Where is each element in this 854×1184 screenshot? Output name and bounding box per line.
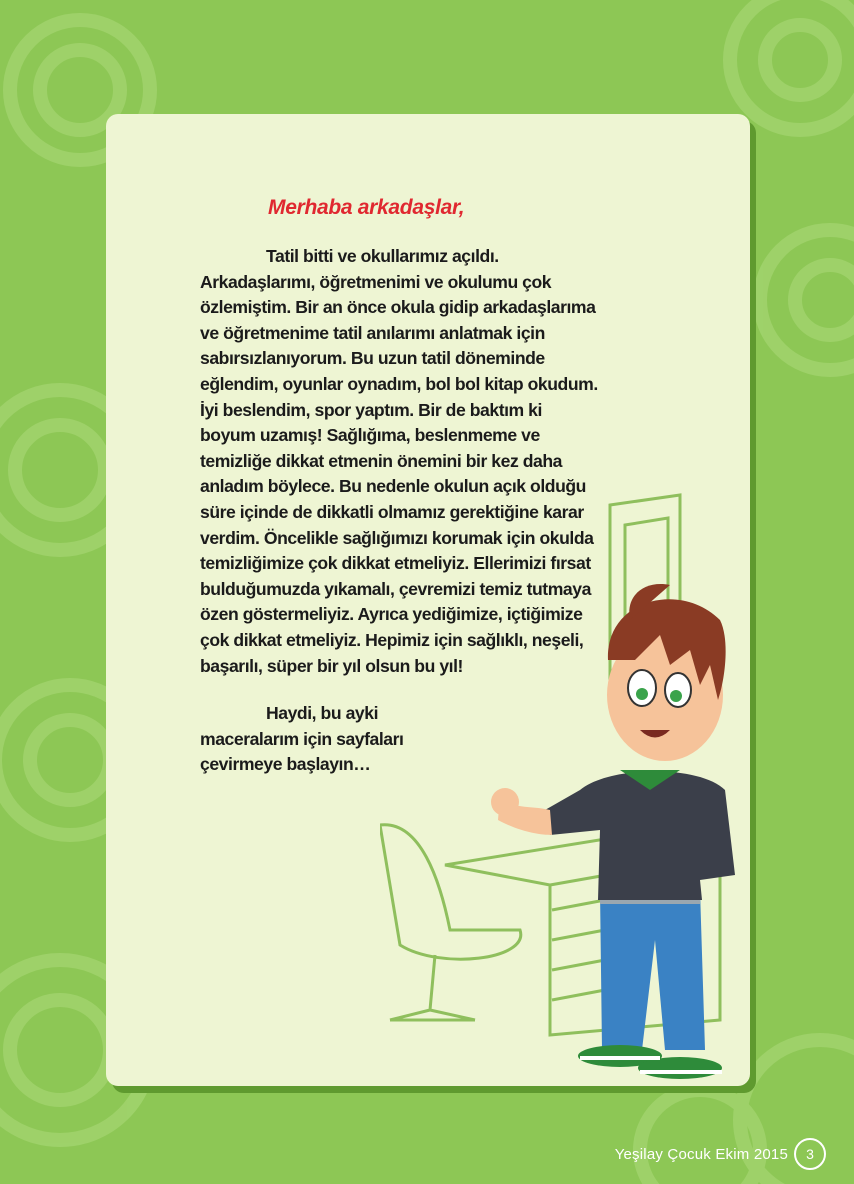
letter-paragraph: Tatil bitti ve okullarımız açıldı. Arkadaşlarımı, öğretmenimi ve okulumu çok özlemiştim. Bir an önce okula gidip arkadaşlarıma ve öğretmenime tatil anılarımı anlatmak için sabırsızlanıyorum. Bu uzun tatil döneminde eğlendim, oyunlar oynadım, bol bol kitap okudum. İyi beslendim, spor yaptım. Bir de baktım ki boyum uzamış! Sağlığıma, beslenmeme ve temizliğe dikkat etmenin önemini bir kez daha anladım böylece. Bu nedenle okulun açık olduğu süre içinde de dikkatli olmamız gerektiğine karar verdim. Öncelikle sağlığımızı korumak için okulda temizliğimize çok dikkat etmeliyiz. Ellerimizi fırsat bulduğumuzda yıkamalı, çevremizi temiz tutmaya özen göstermeliyiz. Ayrıca yediğimize, içtiğimize çok dikkat etmeliyiz. Hepimiz için sağlıklı, neşeli, başarılı, süper bir yıl olsun bu yıl! xyxy=(200,246,598,676)
letter-closing-paragraph: Haydi, bu ayki maceralarım için sayfaları çevirmeye başlayın… xyxy=(200,703,404,775)
page-number-badge: 3 xyxy=(794,1138,826,1170)
boy-at-desk-illustration xyxy=(380,490,740,1090)
magazine-issue-label: Yeşilay Çocuk Ekim 2015 xyxy=(614,1145,788,1163)
greeting-heading: Merhaba arkadaşlar, xyxy=(268,196,465,219)
page-footer xyxy=(615,1138,826,1170)
